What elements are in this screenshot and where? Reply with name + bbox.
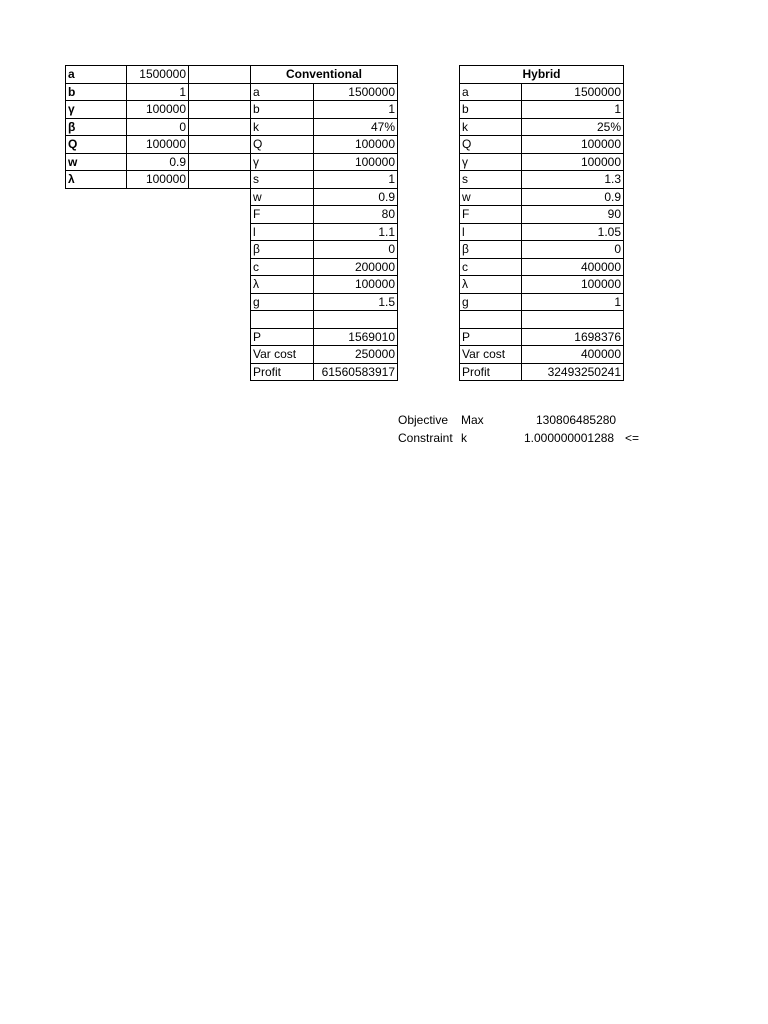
conventional-row [251, 136, 398, 154]
hybrid-value-cell[interactable]: 400000 [522, 346, 624, 364]
hybrid-value-cell[interactable]: 0.9 [522, 188, 624, 206]
param-value-cell[interactable]: 100000 [127, 171, 189, 189]
conventional-row [251, 363, 398, 381]
param-row [66, 136, 189, 154]
conventional-value-cell[interactable]: 80 [314, 206, 398, 224]
constraint-kind[interactable]: k [461, 431, 467, 445]
conventional-row [251, 153, 398, 171]
param-value-cell[interactable]: 0 [127, 118, 189, 136]
hybrid-value-cell[interactable]: 1 [522, 293, 624, 311]
param-row [66, 101, 189, 119]
conventional-row [251, 346, 398, 364]
hybrid-label-cell[interactable]: γ [460, 153, 522, 171]
hybrid-header-row [460, 66, 624, 84]
hybrid-label-cell[interactable]: w [460, 188, 522, 206]
constraint-value[interactable]: 1.000000001288 [524, 431, 615, 445]
conventional-label-cell[interactable]: λ [251, 276, 314, 294]
hybrid-label-cell[interactable]: Q [460, 136, 522, 154]
conventional-value-cell[interactable]: 1.1 [314, 223, 398, 241]
param-row [66, 83, 189, 101]
conventional-value-cell[interactable]: 61560583917 [314, 363, 398, 381]
conventional-value-cell[interactable]: 200000 [314, 258, 398, 276]
hybrid-row [460, 346, 624, 364]
conventional-label-cell[interactable]: s [251, 171, 314, 189]
empty-cell[interactable] [189, 66, 251, 84]
hybrid-value-cell[interactable]: 1.3 [522, 171, 624, 189]
hybrid-label-cell[interactable]: a [460, 83, 522, 101]
param-row [66, 153, 189, 171]
hybrid-label-cell[interactable]: Profit [460, 363, 522, 381]
param-label-cell[interactable]: w [66, 153, 127, 171]
conventional-row [251, 83, 398, 101]
conventional-label-cell[interactable]: Var cost [251, 346, 314, 364]
conventional-value-cell[interactable]: 1 [314, 171, 398, 189]
hybrid-label-cell[interactable]: l [460, 223, 522, 241]
constraint-operator[interactable]: <= [625, 431, 640, 445]
conventional-label-cell[interactable]: g [251, 293, 314, 311]
hybrid-row [460, 153, 624, 171]
conventional-label-cell[interactable]: b [251, 101, 314, 119]
hybrid-row [460, 328, 624, 346]
hybrid-title[interactable]: Hybrid [460, 66, 624, 84]
conventional-row [251, 188, 398, 206]
conventional-header-row [251, 66, 398, 84]
param-value-cell[interactable]: 1 [127, 83, 189, 101]
hybrid-table [459, 65, 624, 381]
conventional-row [251, 101, 398, 119]
conventional-table [250, 65, 398, 381]
conventional-value-cell[interactable] [314, 311, 398, 329]
conventional-row [251, 241, 398, 259]
hybrid-row [460, 188, 624, 206]
conventional-label-cell[interactable]: l [251, 223, 314, 241]
conventional-row [251, 311, 398, 329]
hybrid-row [460, 223, 624, 241]
hybrid-value-cell[interactable]: 0 [522, 241, 624, 259]
parameters-table [65, 65, 189, 189]
conventional-title[interactable]: Conventional [251, 66, 398, 84]
hybrid-value-cell[interactable]: 25% [522, 118, 624, 136]
objective-value[interactable]: 130806485280 [536, 413, 617, 427]
hybrid-value-cell[interactable]: 90 [522, 206, 624, 224]
hybrid-label-cell[interactable]: b [460, 101, 522, 119]
conventional-value-cell[interactable]: 100000 [314, 276, 398, 294]
hybrid-label-cell[interactable]: Var cost [460, 346, 522, 364]
param-value-cell[interactable]: 0.9 [127, 153, 189, 171]
conventional-row [251, 293, 398, 311]
empty-cell[interactable] [189, 118, 251, 136]
conventional-label-cell[interactable]: F [251, 206, 314, 224]
conventional-row [251, 258, 398, 276]
param-row [66, 118, 189, 136]
hybrid-label-cell[interactable]: β [460, 241, 522, 259]
hybrid-row [460, 118, 624, 136]
hybrid-label-cell[interactable]: λ [460, 276, 522, 294]
conventional-label-cell[interactable]: P [251, 328, 314, 346]
param-label-cell[interactable]: a [66, 66, 127, 84]
hybrid-row [460, 311, 624, 329]
conventional-value-cell[interactable]: 100000 [314, 153, 398, 171]
param-value-cell[interactable]: 100000 [127, 136, 189, 154]
hybrid-row [460, 293, 624, 311]
param-value-cell[interactable]: 100000 [127, 101, 189, 119]
hybrid-value-cell[interactable]: 400000 [522, 258, 624, 276]
param-label-cell[interactable]: λ [66, 171, 127, 189]
conventional-value-cell[interactable]: 0.9 [314, 188, 398, 206]
hybrid-value-cell[interactable]: 1698376 [522, 328, 624, 346]
hybrid-value-cell[interactable]: 100000 [522, 136, 624, 154]
conventional-row [251, 223, 398, 241]
param-label-cell[interactable]: Q [66, 136, 127, 154]
hybrid-row [460, 171, 624, 189]
conventional-row [251, 171, 398, 189]
hybrid-row [460, 258, 624, 276]
hybrid-label-cell[interactable] [460, 311, 522, 329]
param-value-cell[interactable]: 1500000 [127, 66, 189, 84]
hybrid-value-cell[interactable]: 100000 [522, 153, 624, 171]
conventional-value-cell[interactable]: 1.5 [314, 293, 398, 311]
hybrid-row [460, 241, 624, 259]
conventional-value-cell[interactable]: 0 [314, 241, 398, 259]
hybrid-row [460, 206, 624, 224]
conventional-row [251, 118, 398, 136]
hybrid-label-cell[interactable]: k [460, 118, 522, 136]
hybrid-value-cell[interactable]: 32493250241 [522, 363, 624, 381]
blank-cell [188, 65, 251, 189]
conventional-row [251, 276, 398, 294]
param-label-cell[interactable]: β [66, 118, 127, 136]
hybrid-value-cell[interactable]: 1 [522, 101, 624, 119]
hybrid-value-cell[interactable]: 100000 [522, 276, 624, 294]
empty-cell[interactable] [189, 101, 251, 119]
conventional-label-cell[interactable]: c [251, 258, 314, 276]
conventional-row [251, 206, 398, 224]
hybrid-label-cell[interactable]: F [460, 206, 522, 224]
hybrid-label-cell[interactable]: s [460, 171, 522, 189]
objective-kind[interactable]: Max [461, 413, 484, 427]
hybrid-value-cell[interactable]: 1.05 [522, 223, 624, 241]
conventional-row [251, 328, 398, 346]
empty-cell[interactable] [189, 171, 251, 189]
hybrid-label-cell[interactable]: c [460, 258, 522, 276]
hybrid-row [460, 363, 624, 381]
conventional-label-cell[interactable]: β [251, 241, 314, 259]
conventional-value-cell[interactable]: 1569010 [314, 328, 398, 346]
conventional-label-cell[interactable]: γ [251, 153, 314, 171]
conventional-label-cell[interactable]: Q [251, 136, 314, 154]
param-label-cell[interactable]: γ [66, 101, 127, 119]
empty-cell[interactable] [189, 153, 251, 171]
empty-cell[interactable] [189, 83, 251, 101]
conventional-value-cell[interactable]: 1 [314, 101, 398, 119]
hybrid-label-cell[interactable]: P [460, 328, 522, 346]
hybrid-value-cell[interactable] [522, 311, 624, 329]
objective-label[interactable]: Objective [398, 413, 449, 427]
hybrid-row [460, 101, 624, 119]
constraint-label[interactable]: Constraint [398, 431, 453, 445]
hybrid-row [460, 276, 624, 294]
hybrid-row [460, 83, 624, 101]
conventional-value-cell[interactable]: 1500000 [314, 83, 398, 101]
hybrid-label-cell[interactable]: g [460, 293, 522, 311]
conventional-value-cell[interactable]: 250000 [314, 346, 398, 364]
conventional-value-cell[interactable]: 47% [314, 118, 398, 136]
conventional-value-cell[interactable]: 100000 [314, 136, 398, 154]
param-label-cell[interactable]: b [66, 83, 127, 101]
hybrid-row [460, 136, 624, 154]
conventional-label-cell[interactable]: a [251, 83, 314, 101]
conventional-label-cell[interactable] [251, 311, 314, 329]
param-row [66, 66, 189, 84]
conventional-label-cell[interactable]: Profit [251, 363, 314, 381]
param-row [66, 171, 189, 189]
empty-cell[interactable] [189, 136, 251, 154]
hybrid-value-cell[interactable]: 1500000 [522, 83, 624, 101]
conventional-label-cell[interactable]: w [251, 188, 314, 206]
conventional-label-cell[interactable]: k [251, 118, 314, 136]
